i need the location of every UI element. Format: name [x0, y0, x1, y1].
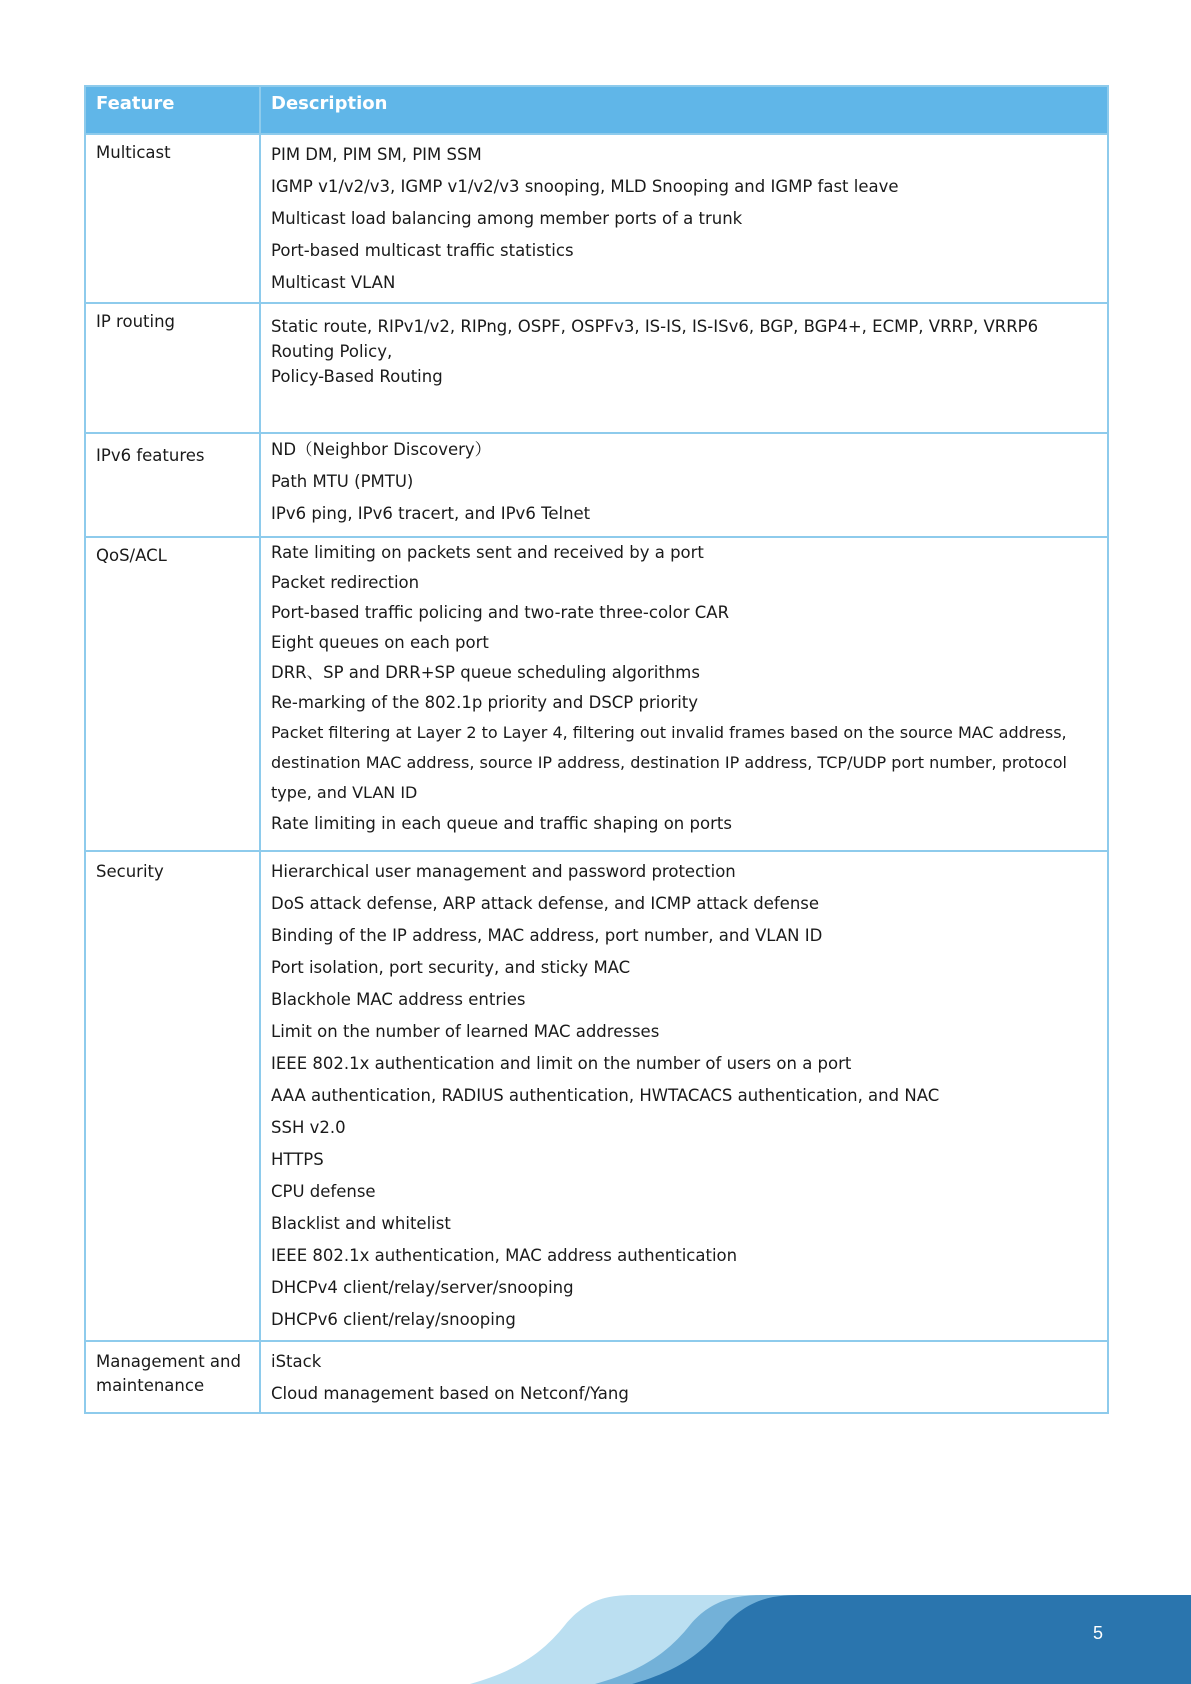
feature-cell: IP routing [85, 303, 260, 433]
table-header-row [85, 86, 1108, 134]
table-row-management [85, 1341, 1108, 1413]
description-item: Multicast load balancing among member ports of a trunk [271, 209, 743, 228]
description-item: Limit on the number of learned MAC addresses [271, 1022, 660, 1041]
description-item: IEEE 802.1x authentication, MAC address authentication [271, 1246, 738, 1265]
page-number: 5 [1093, 1623, 1104, 1643]
description-item: Port isolation, port security, and sticky MAC [271, 958, 631, 977]
description-item: Static route, RIPv1/v2, RIPng, OSPF, OSPFv3, IS-IS, IS-ISv6, BGP, BGP4+, ECMP, VRRP, VRRP6 [271, 317, 1039, 336]
table-row-ipv6-features [85, 433, 1108, 537]
table-row-security [85, 851, 1108, 1341]
description-item: Hierarchical user management and password protection [271, 862, 736, 881]
description-item: PIM DM, PIM SM, PIM SSM [271, 145, 482, 164]
description-item: Eight queues on each port [271, 633, 489, 652]
table-row-ip-routing [85, 303, 1108, 433]
description-item: SSH v2.0 [271, 1118, 346, 1137]
description-cell [260, 134, 1108, 303]
description-item: Cloud management based on Netconf/Yang [271, 1384, 629, 1403]
description-cell [260, 851, 1108, 1341]
description-item: DoS attack defense, ARP attack defense, and ICMP attack defense [271, 894, 820, 913]
description-item: IPv6 ping, IPv6 tracert, and IPv6 Telnet [271, 504, 591, 523]
description-item: DHCPv4 client/relay/server/snooping [271, 1278, 574, 1297]
description-item: Binding of the IP address, MAC address, port number, and VLAN ID [271, 926, 823, 945]
description-item: Port-based multicast traffic statistics [271, 241, 574, 260]
feature-cell: Multicast [85, 134, 260, 303]
description-item: Packet redirection [271, 573, 420, 592]
description-cell [260, 537, 1108, 851]
column-header-feature: Feature [85, 86, 260, 134]
feature-cell: QoS/ACL [85, 537, 260, 851]
description-item: Packet filtering at Layer 2 to Layer 4, filtering out invalid frames based on the source MAC address, destination MAC address, source IP address, destination IP address, TCP/UDP port number, protocol type, and VLAN ID [271, 723, 1067, 802]
description-item: Policy-Based Routing [271, 367, 443, 386]
feature-cell: IPv6 features [85, 433, 260, 537]
description-item: Re-marking of the 802.1p priority and DSCP priority [271, 693, 699, 712]
description-item: iStack [271, 1352, 322, 1371]
description-item: Port-based traffic policing and two-rate three-color CAR [271, 603, 730, 622]
wave-decoration-icon [0, 1595, 1191, 1684]
description-item: HTTPS [271, 1150, 324, 1169]
description-item: Rate limiting in each queue and traffic shaping on ports [271, 814, 732, 833]
description-item: Blacklist and whitelist [271, 1214, 451, 1233]
table-row-qos-acl [85, 537, 1108, 851]
description-item: Blackhole MAC address entries [271, 990, 526, 1009]
description-item: DRR、SP and DRR+SP queue scheduling algorithms [271, 663, 700, 682]
description-item: Path MTU (PMTU) [271, 472, 414, 491]
description-item: Rate limiting on packets sent and received by a port [271, 543, 704, 562]
table-row-multicast [85, 134, 1108, 303]
page-footer-wave [0, 1595, 1191, 1684]
description-item: IEEE 802.1x authentication and limit on the number of users on a port [271, 1054, 852, 1073]
description-item: Multicast VLAN [271, 273, 396, 292]
description-cell [260, 303, 1108, 433]
description-item: ND（Neighbor Discovery） [271, 440, 492, 459]
description-item: DHCPv6 client/relay/snooping [271, 1310, 516, 1329]
description-item: IGMP v1/v2/v3, IGMP v1/v2/v3 snooping, MLD Snooping and IGMP fast leave [271, 177, 899, 196]
column-header-description: Description [260, 86, 1108, 134]
description-item: CPU defense [271, 1182, 376, 1201]
feature-cell: Security [85, 851, 260, 1341]
description-item: AAA authentication, RADIUS authentication, HWTACACS authentication, and NAC [271, 1086, 940, 1105]
description-cell [260, 433, 1108, 537]
feature-spec-table [84, 85, 1109, 1414]
description-item: Routing Policy, [271, 342, 393, 361]
feature-cell: Management and maintenance [85, 1341, 260, 1413]
description-cell [260, 1341, 1108, 1413]
